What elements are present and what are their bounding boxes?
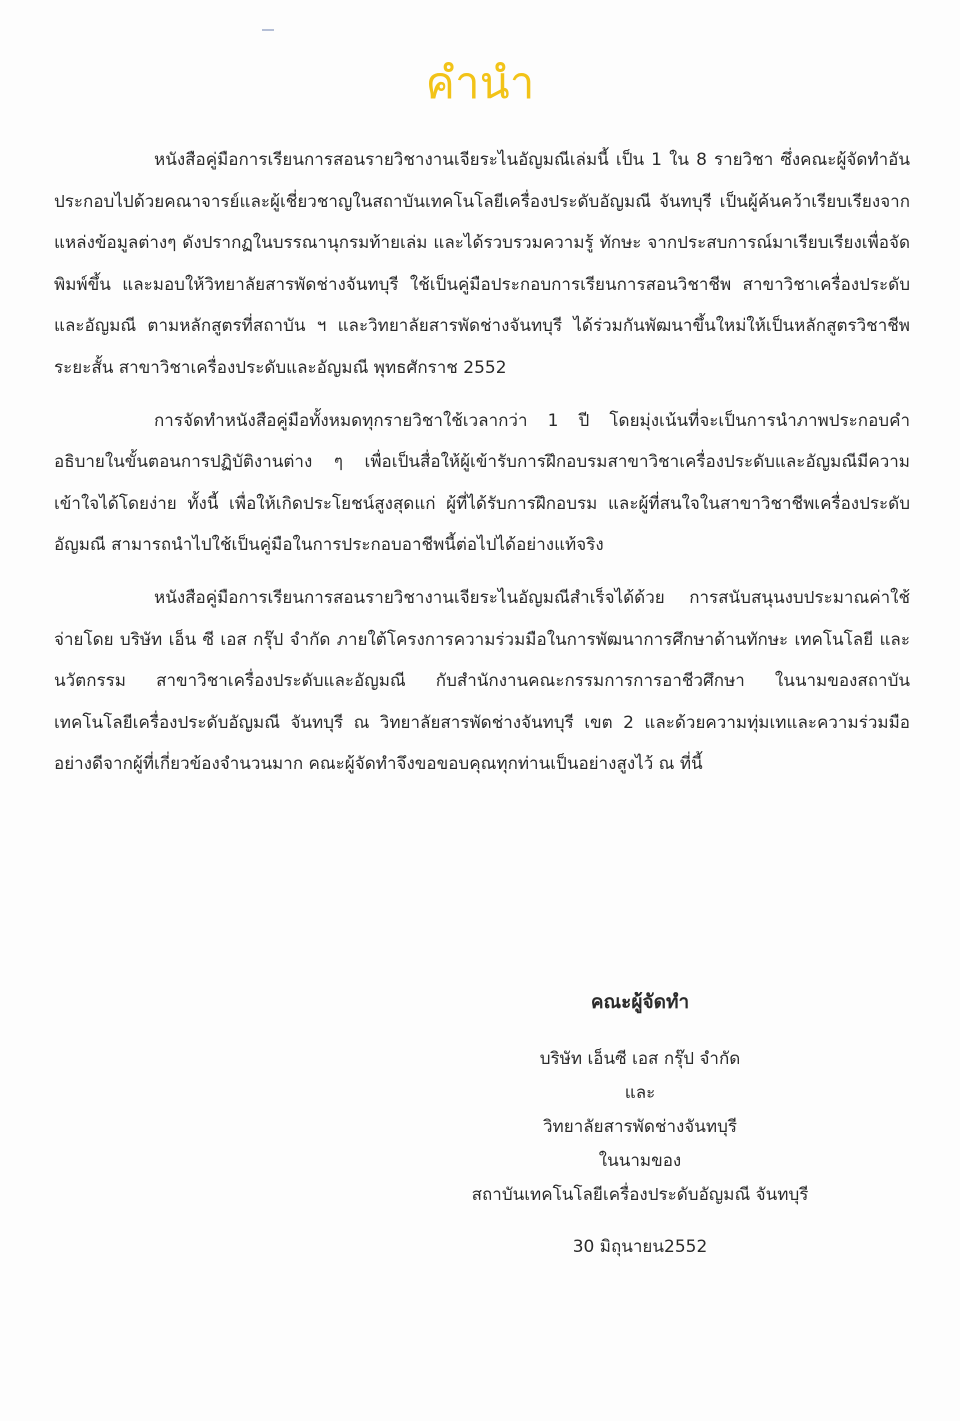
scan-mark [262, 29, 274, 31]
signature-line-college: วิทยาลัยสารพัดช่างจันทบุรี [542, 1117, 738, 1137]
preface-paragraph-3: หนังสือคู่มือการเรียนการสอนรายวิชางานเจียระไนอัญมณีสำเร็จได้ด้วย การสนับสนุนงบประมาณค่าใช้จ่ายโดย บริษัท เอ็น ซี เอส กรุ๊ป จำกัด ภายใต้โครงการความร่วมมือในการพัฒนาการศึกษาด้านทักษะ เทคโนโลยี และนวัตกรรม สาขาวิชาเครื่องประดับและอัญมณี กับสำนักงานคณะกรรมการการอาชีวศึกษา ในนามของสถาบันเทคโนโลยีเครื่องประดับอัญมณี จันทบุรี ณ วิทยาลัยสารพัดช่างจันทบุรี เขต 2 และด้วยความทุ่มเทและความร่วมมืออย่างดีจากผู้ที่เกี่ยวข้องจำนวนมาก คณะผู้จัดทำจึงขอขอบคุณทุกท่านเป็นอย่างสูงไว้ ณ ที่นี้ [54, 587, 910, 775]
signature-date: 30 มิถุนายน2552 [572, 1237, 708, 1257]
signature-block [430, 982, 850, 1264]
page-title: คำนำ [425, 58, 535, 109]
preface-paragraph-1: หนังสือคู่มือการเรียนการสอนรายวิชางานเจียระไนอัญมณีเล่มนี้ เป็น 1 ใน 8 รายวิชา ซึ่งคณะผู้จัดทำอันประกอบไปด้วยคณาจารย์และผู้เชี่ยวชาญในสถาบันเทคโนโลยีเครื่องประดับอัญมณี จันทบุรี เป็นผู้ค้นคว้าเรียบเรียงจากแหล่งข้อมูลต่างๆ ดังปรากฏในบรรณานุกรมท้ายเล่ม และได้รวบรวมความรู้ ทักษะ จากประสบการณ์มาเรียบเรียงเพื่อจัดพิมพ์ขึ้น และมอบให้วิทยาลัยสารพัดช่างจันทบุรี ใช้เป็นคู่มือประกอบการเรียนการสอนวิชาชีพ สาขาวิชาเครื่องประดับและอัญมณี ตามหลักสูตรที่สถาบัน ฯ และวิทยาลัยสารพัดช่างจันทบุรี ได้ร่วมกันพัฒนาขึ้นใหม่ให้เป็นหลักสูตรวิชาชีพระยะสั้น สาขาวิชาเครื่องประดับและอัญมณี พุทธศักราช 2552 [54, 150, 910, 378]
signature-line-institute: สถาบันเทคโนโลยีเครื่องประดับอัญมณี จันทบุรี [471, 1185, 809, 1205]
signature-heading: คณะผู้จัดทำ [590, 991, 690, 1013]
signature-line-and: และ [624, 1083, 656, 1103]
signature-line-company: บริษัท เอ็นซี เอส กรุ๊ป จำกัด [539, 1049, 741, 1069]
preface-body [54, 140, 910, 797]
signature-line-on-behalf: ในนามของ [598, 1151, 682, 1171]
preface-paragraph-2: การจัดทำหนังสือคู่มือทั้งหมดทุกรายวิชาใช้เวลากว่า 1 ปี โดยมุ่งเน้นที่จะเป็นการนำภาพประกอบคำอธิบายในขั้นตอนการปฏิบัติงานต่าง ๆ เพื่อเป็นสื่อให้ผู้เข้ารับการฝึกอบรมสาขาวิชาเครื่องประดับและอัญมณีมีความเข้าใจได้โดยง่าย ทั้งนี้ เพื่อให้เกิดประโยชน์สูงสุดแก่ ผู้ที่ได้รับการฝึกอบรม และผู้ที่สนใจในสาขาวิชาชีพเครื่องประดับอัญมณี สามารถนำไปใช้เป็นคู่มือในการประกอบอาชีพนี้ต่อไปได้อย่างแท้จริง [54, 410, 910, 556]
